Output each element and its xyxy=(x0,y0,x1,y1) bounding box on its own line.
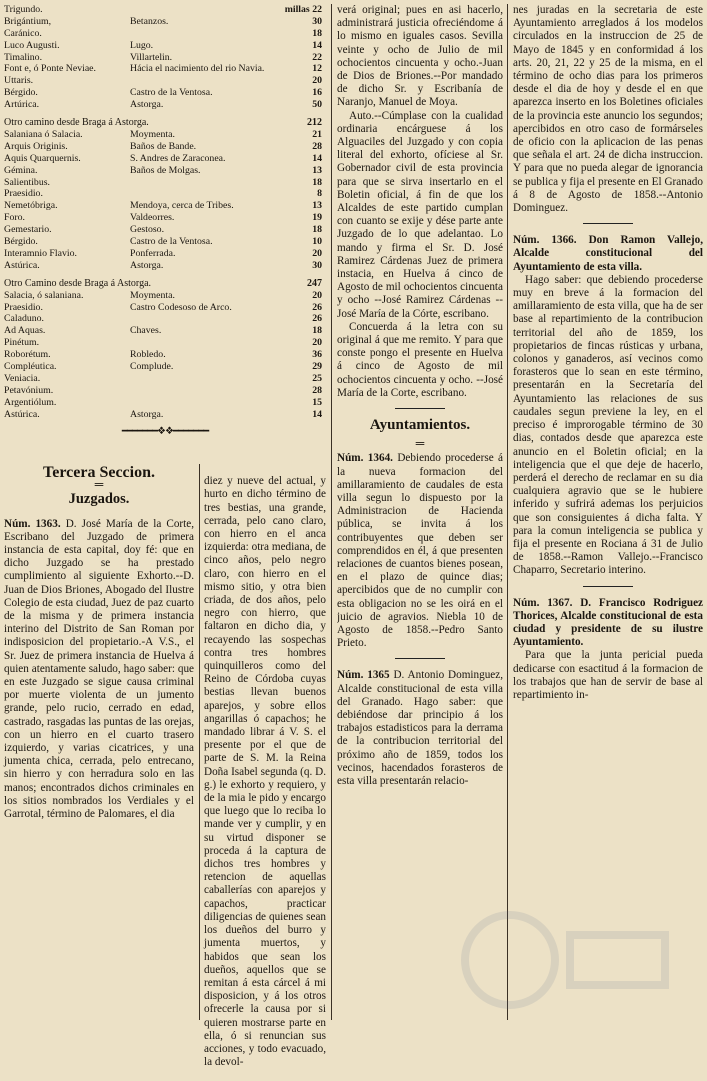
column-right xyxy=(513,4,703,702)
route-row xyxy=(4,302,326,314)
notice-number: Núm. 1366. xyxy=(513,234,577,247)
route-row xyxy=(4,4,326,16)
distance: 14 xyxy=(312,408,322,420)
notice-heading: D. Francisco Rodriguez Thorices, Alcalde constitucional de esta ciudad y presidente de su ilustre Ayuntamiento. xyxy=(513,596,703,649)
notice-1363 xyxy=(4,518,194,822)
modern-name: Betanzos. xyxy=(130,15,169,27)
roman-name: Veniacia. xyxy=(4,372,41,384)
notice-1363-cont: diez y nueve del actual, y hurto en dicho término de tres bestias, una grande, cerrada, pelo cano claro, con hierro en el anca izquierda: otra mediana, de cinco años, pelo negro claro, con hierro en el mismo sitio, y otra bien criada, de dos años, pelo negro con hierro, que faltaron en dicho dia, y recayendo las sospechas contra tres hombres quinquilleros como del Reino de Córdoba cuyas bestias llevan buenos aparejos, y sobre ellos angarillas ó capachos; he mandado librar á V. S. el presente por el que de parte de S. M. la Reina Doña Isabel segunda (q. D. g.) le exhorto y requiero, y de la mia le pido y encargo que luego que lo reciba lo mande ver y cumplir, y en su virtud disponer se proceda á la captura de dichos tres hombres y retencion de aquellas caballerías con aparejos y capachos, practicar diligencias de quienes sean los dueños del burro y jumenta muertos, y habidos que sean los dueños, aquellos que se remitan á esta cárcel á mi disposicion, y á los otros ofrecerle la causa por si quieren mostrarse parte en ella, ó si renuncian sus acciones, y todo evacuado, la devol- xyxy=(204,475,326,1069)
distance: 15 xyxy=(312,396,322,408)
roman-name: Luco Augusti. xyxy=(4,39,60,51)
distance: 13 xyxy=(312,164,322,176)
distance: 26 xyxy=(312,313,322,325)
roman-name: Praesidio. xyxy=(4,301,43,313)
route-row xyxy=(4,87,326,99)
roman-name: Astúrica. xyxy=(4,408,40,420)
route-row xyxy=(4,28,326,40)
roman-name: Pinétum. xyxy=(4,337,40,349)
modern-name: Astorga. xyxy=(130,408,164,420)
notice-number: Núm. 1365 xyxy=(337,669,390,682)
column-left xyxy=(4,4,326,444)
modern-name: Astorga. xyxy=(130,99,164,111)
notice-heading: Don Ramon Vallejo, Alcalde constitucional del Ayuntamiento de esta villa. xyxy=(513,234,703,273)
distance: 18 xyxy=(312,325,322,337)
ornament-divider: ━━━━━━━❖❖━━━━━━━ xyxy=(121,425,209,437)
ayuntamientos-mark: ═ xyxy=(415,436,425,451)
distance: 29 xyxy=(312,361,322,373)
notice-1364 xyxy=(337,452,503,650)
route-row xyxy=(4,409,326,421)
modern-name: Moymenta. xyxy=(130,129,175,141)
distance: 30 xyxy=(312,259,322,271)
modern-name: Lugo. xyxy=(130,39,154,51)
distance: 14 xyxy=(312,152,322,164)
short-divider xyxy=(583,223,633,224)
modern-name: Mendoya, cerca de Tribes. xyxy=(130,200,234,212)
distance: 30 xyxy=(312,15,322,27)
modern-name: Castro Codesoso de Arco. xyxy=(130,301,232,313)
notice-1366: Hago saber: que debiendo procederse muy en breve á la formacion del amillaramiento de esta villa, que ha de ser base al repartimiento de la contribucion territorial del año de 1859, los propietarios de fincas rústicas y urbana, colonos y ganaderos, así vecinos como forasteros que lo sean en este término, presentarán en la Secretaría del Ayuntamiento las relaciones de sus caudales segun previene la ley, en el preciso é improrogable término de 30 dias, contados desde que aparezca este anuncio en el Boletin oficial; en la inteligencia que el que deje de hacerlo, perderá el derecho de reclamar en su dia cualquiera agravio que se le hubiere inferido y sufrirá ademas los perjuicios que son consiguientes á dicha falta. Y para la comun inteligencia se publica y fija el presente en Rociana á 31 de Julio de 1858.--Ramon Vallejo.--Francisco Chaparro, Secretario interino. xyxy=(513,273,703,577)
library-watermark xyxy=(450,905,670,1015)
distance: 18 xyxy=(312,176,322,188)
route-row xyxy=(4,212,326,224)
modern-name: Villartelin. xyxy=(130,51,173,63)
route-row xyxy=(4,99,326,111)
route-row xyxy=(4,129,326,141)
exhorto-end: verá original; pues en asi hacerlo, administrará justicia ofreciéndome á lo mismo en iguales casos. Sevilla veinte y ocho de Julio de mil ochocientos cincuenta y ocho.-Juan de Dios de Briones.--Por mandado de dicho Sr. y Escribanía de Naranjo, Manuel de Moya. xyxy=(337,4,503,109)
route-row xyxy=(4,165,326,177)
section-mark: ═ xyxy=(94,477,104,492)
roman-name: Gemestario. xyxy=(4,224,52,236)
roman-name: Caránico. xyxy=(4,27,42,39)
route-heading xyxy=(4,117,326,129)
modern-name: Moymenta. xyxy=(130,289,175,301)
modern-name: Baños de Molgas. xyxy=(130,164,201,176)
route-row xyxy=(4,248,326,260)
route-row xyxy=(4,361,326,373)
route-row xyxy=(4,337,326,349)
distance: 14 xyxy=(312,39,322,51)
column-rule-right xyxy=(507,4,508,1020)
notice-text: D. José María de la Corte, Escribano del Juzgado de primera instancia de esta capital, doy fé: que en dicho Juzgado se ha prestado cumplimiento al siguiente Exhorto.--D. Juan de Dios Briones, Abogado del Ilustre Colegio de esta ciudad, Juez de paz cuarto de la misma y de primera instancia interino del Distrito de San Roman por indisposicion del propietario.-A V.S., el Sr. Juez de primera instancia de Huelva á quien atentamente saludo, hago saber: que en este Juzgado se sigue causa criminal por muerte violenta de un jumento grande, pelo rucio, cerrado en edad, castrado, rasgadas las puntas de las orejas, con un hierro en el cuarto trasero izquierdo, y varias cicatrices, y una jumenta chica, cerrada, pelo entrecano, sin hierro y con herradura solo en las manos; encontrados dichos criminales en los sitios nombrados los Verdiales y el Garrotal, término de Palomares, el dia xyxy=(4,517,195,821)
notice-text: Debiendo procederse á la nueva formacion del amillaramiento de caudales de esta villa segun lo dispuesto por la Administracion de Hacienda pública, se invita á los contribuyentes que deben ser comprendidos en él, á que presenten relaciones de cuantos bienes posean, en el plazo de quince dias; apercibidos que de no cumplir con esta obligacion no se les oirá en el juicio de agravios. Niebla 10 de Agosto de 1858.--Pedro Santo Prieto. xyxy=(337,452,503,650)
roman-name: Bérgido. xyxy=(4,87,38,99)
modern-name: Gestoso. xyxy=(130,224,165,236)
distance: 13 xyxy=(312,200,322,212)
route-row xyxy=(4,260,326,272)
roman-name: Salientibus. xyxy=(4,176,50,188)
roman-name: Salacia, ó salaniana. xyxy=(4,289,84,301)
notice-number: Núm. 1367. xyxy=(513,596,573,609)
roman-name: Trigundo. xyxy=(4,4,43,15)
route-row xyxy=(4,177,326,189)
distance: 25 xyxy=(312,372,322,384)
distance: 36 xyxy=(312,349,322,361)
column-rule-left xyxy=(331,4,332,1020)
distance: 28 xyxy=(312,384,322,396)
roman-name: Praesidio. xyxy=(4,188,43,200)
distance: 26 xyxy=(312,301,322,313)
modern-name: Astorga. xyxy=(130,259,164,271)
distance: 28 xyxy=(312,140,322,152)
distance: 20 xyxy=(312,337,322,349)
route-row xyxy=(4,397,326,409)
route-row xyxy=(4,141,326,153)
modern-name: Castro de la Ventosa. xyxy=(130,236,213,248)
notice-1367-head xyxy=(513,597,703,650)
distance: 10 xyxy=(312,236,322,248)
route-row xyxy=(4,385,326,397)
distance: 18 xyxy=(312,224,322,236)
modern-name: Complude. xyxy=(130,361,174,373)
modern-name: Valdeorres. xyxy=(130,212,175,224)
distance: 12 xyxy=(312,63,322,75)
route-heading-text: Otro Camino desde Braga á Astorga. xyxy=(4,277,152,289)
notice-1365 xyxy=(337,669,503,788)
roman-name: Foro. xyxy=(4,212,25,224)
route-heading-text: Otro camino desde Braga á Astorga. xyxy=(4,117,149,129)
modern-name: Robledo. xyxy=(130,349,166,361)
ayuntamientos-title: Ayuntamientos. xyxy=(369,417,471,434)
roman-name: Compléutica. xyxy=(4,361,57,373)
distance: 16 xyxy=(312,87,322,99)
route-row xyxy=(4,188,326,200)
distance: 20 xyxy=(312,247,322,259)
roman-name: Salaniana ó Salacia. xyxy=(4,129,83,141)
distance: 21 xyxy=(312,129,322,141)
route-row xyxy=(4,75,326,87)
roman-name: Artúrica. xyxy=(4,99,40,111)
roman-name: Interamnio Flavio. xyxy=(4,247,77,259)
route-total: 247 xyxy=(307,277,322,289)
tercera-column-b xyxy=(204,464,326,1081)
auto-paragraph: Auto.--Cúmplase con la cualidad ordinaria encárguese á los Alguaciles del Juzgado y con copia literal del exhorto, ofíciese al Sr. Gobernador civil de esta provincia para que se sirva insertarlo en el Boletin oficial, á fin de que los Alcaldes de este partido cumplan con cuanto se exije y dése parte ante Juzgado de lo que adelantao. Lo mando y firma el Sr. D. José Ramirez Cárdenas Juez de primera instacia, en Huelva á cinco de Agosto de mil ochocientos cincuenta y ocho --José Ramirez Cárdenas -- José María de la Córte, escribano. xyxy=(337,109,503,320)
route-row xyxy=(4,40,326,52)
roman-name: Brigántium, xyxy=(4,15,52,27)
route-row xyxy=(4,153,326,165)
modern-name: Chaves. xyxy=(130,325,162,337)
section-subtitle: Juzgados. xyxy=(68,491,130,508)
distance: 18 xyxy=(312,27,322,39)
distance: 50 xyxy=(312,99,322,111)
notice-number: Núm. 1363. xyxy=(4,517,61,530)
notice-text: D. Antonio Dominguez, Alcalde constitucional de esta villa del Granado. Hago saber: que debiéndose dar principio á los trabajos estadisticos para la derrama de la contribucion territorial del próximo año de 1859, todos los vecinos, hacendados forasteros de esta villa presentarán relacio- xyxy=(337,669,503,787)
route-row xyxy=(4,200,326,212)
route-row xyxy=(4,325,326,337)
modern-name: Hácia el nacimiento del rio Navia. xyxy=(130,63,265,75)
roman-name: Arquis Originis. xyxy=(4,140,68,152)
route-row xyxy=(4,313,326,325)
roman-name: Astúrica. xyxy=(4,259,40,271)
concuerda-paragraph: Concuerda á la letra con su original á que me remito. Y para que conste pongo el presente en Huelva á cinco de Agosto de mil ochocientos cincuenta y ocho. --José María de la Corte, escribano. xyxy=(337,320,503,399)
roman-name: Aquis Quarquernis. xyxy=(4,152,81,164)
route-heading xyxy=(4,278,326,290)
distance: 8 xyxy=(317,188,322,200)
short-divider xyxy=(395,658,445,659)
roman-name: Caladuno. xyxy=(4,313,44,325)
route-row xyxy=(4,236,326,248)
route-row xyxy=(4,373,326,385)
route-total: 212 xyxy=(307,117,322,129)
route-row xyxy=(4,290,326,302)
modern-name: Castro de la Ventosa. xyxy=(130,87,213,99)
short-divider xyxy=(395,408,445,409)
section-title: Tercera Seccion. xyxy=(43,464,155,481)
roman-name: Bérgido. xyxy=(4,236,38,248)
modern-name: Baños de Bande. xyxy=(130,140,197,152)
roman-name: Timalino. xyxy=(4,51,43,63)
roman-name: Nemetóbriga. xyxy=(4,200,58,212)
distance: 19 xyxy=(312,212,322,224)
route-row xyxy=(4,52,326,64)
roman-routes-table xyxy=(4,4,326,421)
notice-1366-head xyxy=(513,234,703,274)
roman-name: Argentiólum. xyxy=(4,396,57,408)
roman-name: Gémina. xyxy=(4,164,38,176)
short-divider xyxy=(583,586,633,587)
roman-name: Font e, ó Ponte Neviae. xyxy=(4,63,96,75)
distance: 22 xyxy=(312,51,322,63)
roman-name: Roborétum. xyxy=(4,349,51,361)
column-rule-inner xyxy=(199,464,200,1020)
notice-1367: Para que la junta pericial pueda dedicarse con esactitud á la formacion de los trabajos que han de servir de base al repartimiento in- xyxy=(513,649,703,701)
notice-number: Núm. 1364. xyxy=(337,452,393,465)
distance: 20 xyxy=(312,289,322,301)
roman-name: Uttaris. xyxy=(4,75,34,87)
distance: 20 xyxy=(312,75,322,87)
modern-name: Ponferrada. xyxy=(130,247,176,259)
column-middle xyxy=(337,4,503,788)
roman-name: Petavónium. xyxy=(4,384,54,396)
route-row xyxy=(4,349,326,361)
route-row xyxy=(4,16,326,28)
route-row xyxy=(4,63,326,75)
tercera-column-a xyxy=(4,464,194,832)
modern-name: S. Andres de Zaraconea. xyxy=(130,152,226,164)
route-row xyxy=(4,224,326,236)
roman-name: Ad Aquas. xyxy=(4,325,46,337)
notice-1365-cont: nes juradas en la secretaria de este Ayuntamiento arreglados á los modelos circulados en la instruccion de 25 de Mayo de 1845 y en conformidad á los arts. 20, 21, 22 y 25 de la misma, en el término de ocho dias para los primeros desde el dia de hoy y desde el en que aparezca inserto en los Boletines oficiales de la provincia este anuncio los segundos; apercibidos en otro caso de formárseles de oficio con la aplicacion de las penas que señala el art. 24 de dicha instruccion. Y para que no pueda alegar de ignorancia se publica y fija el presente en El Granado á 8 de Agosto de 1858.--Antonio Dominguez. xyxy=(513,4,703,215)
distance: millas 22 xyxy=(284,4,322,15)
